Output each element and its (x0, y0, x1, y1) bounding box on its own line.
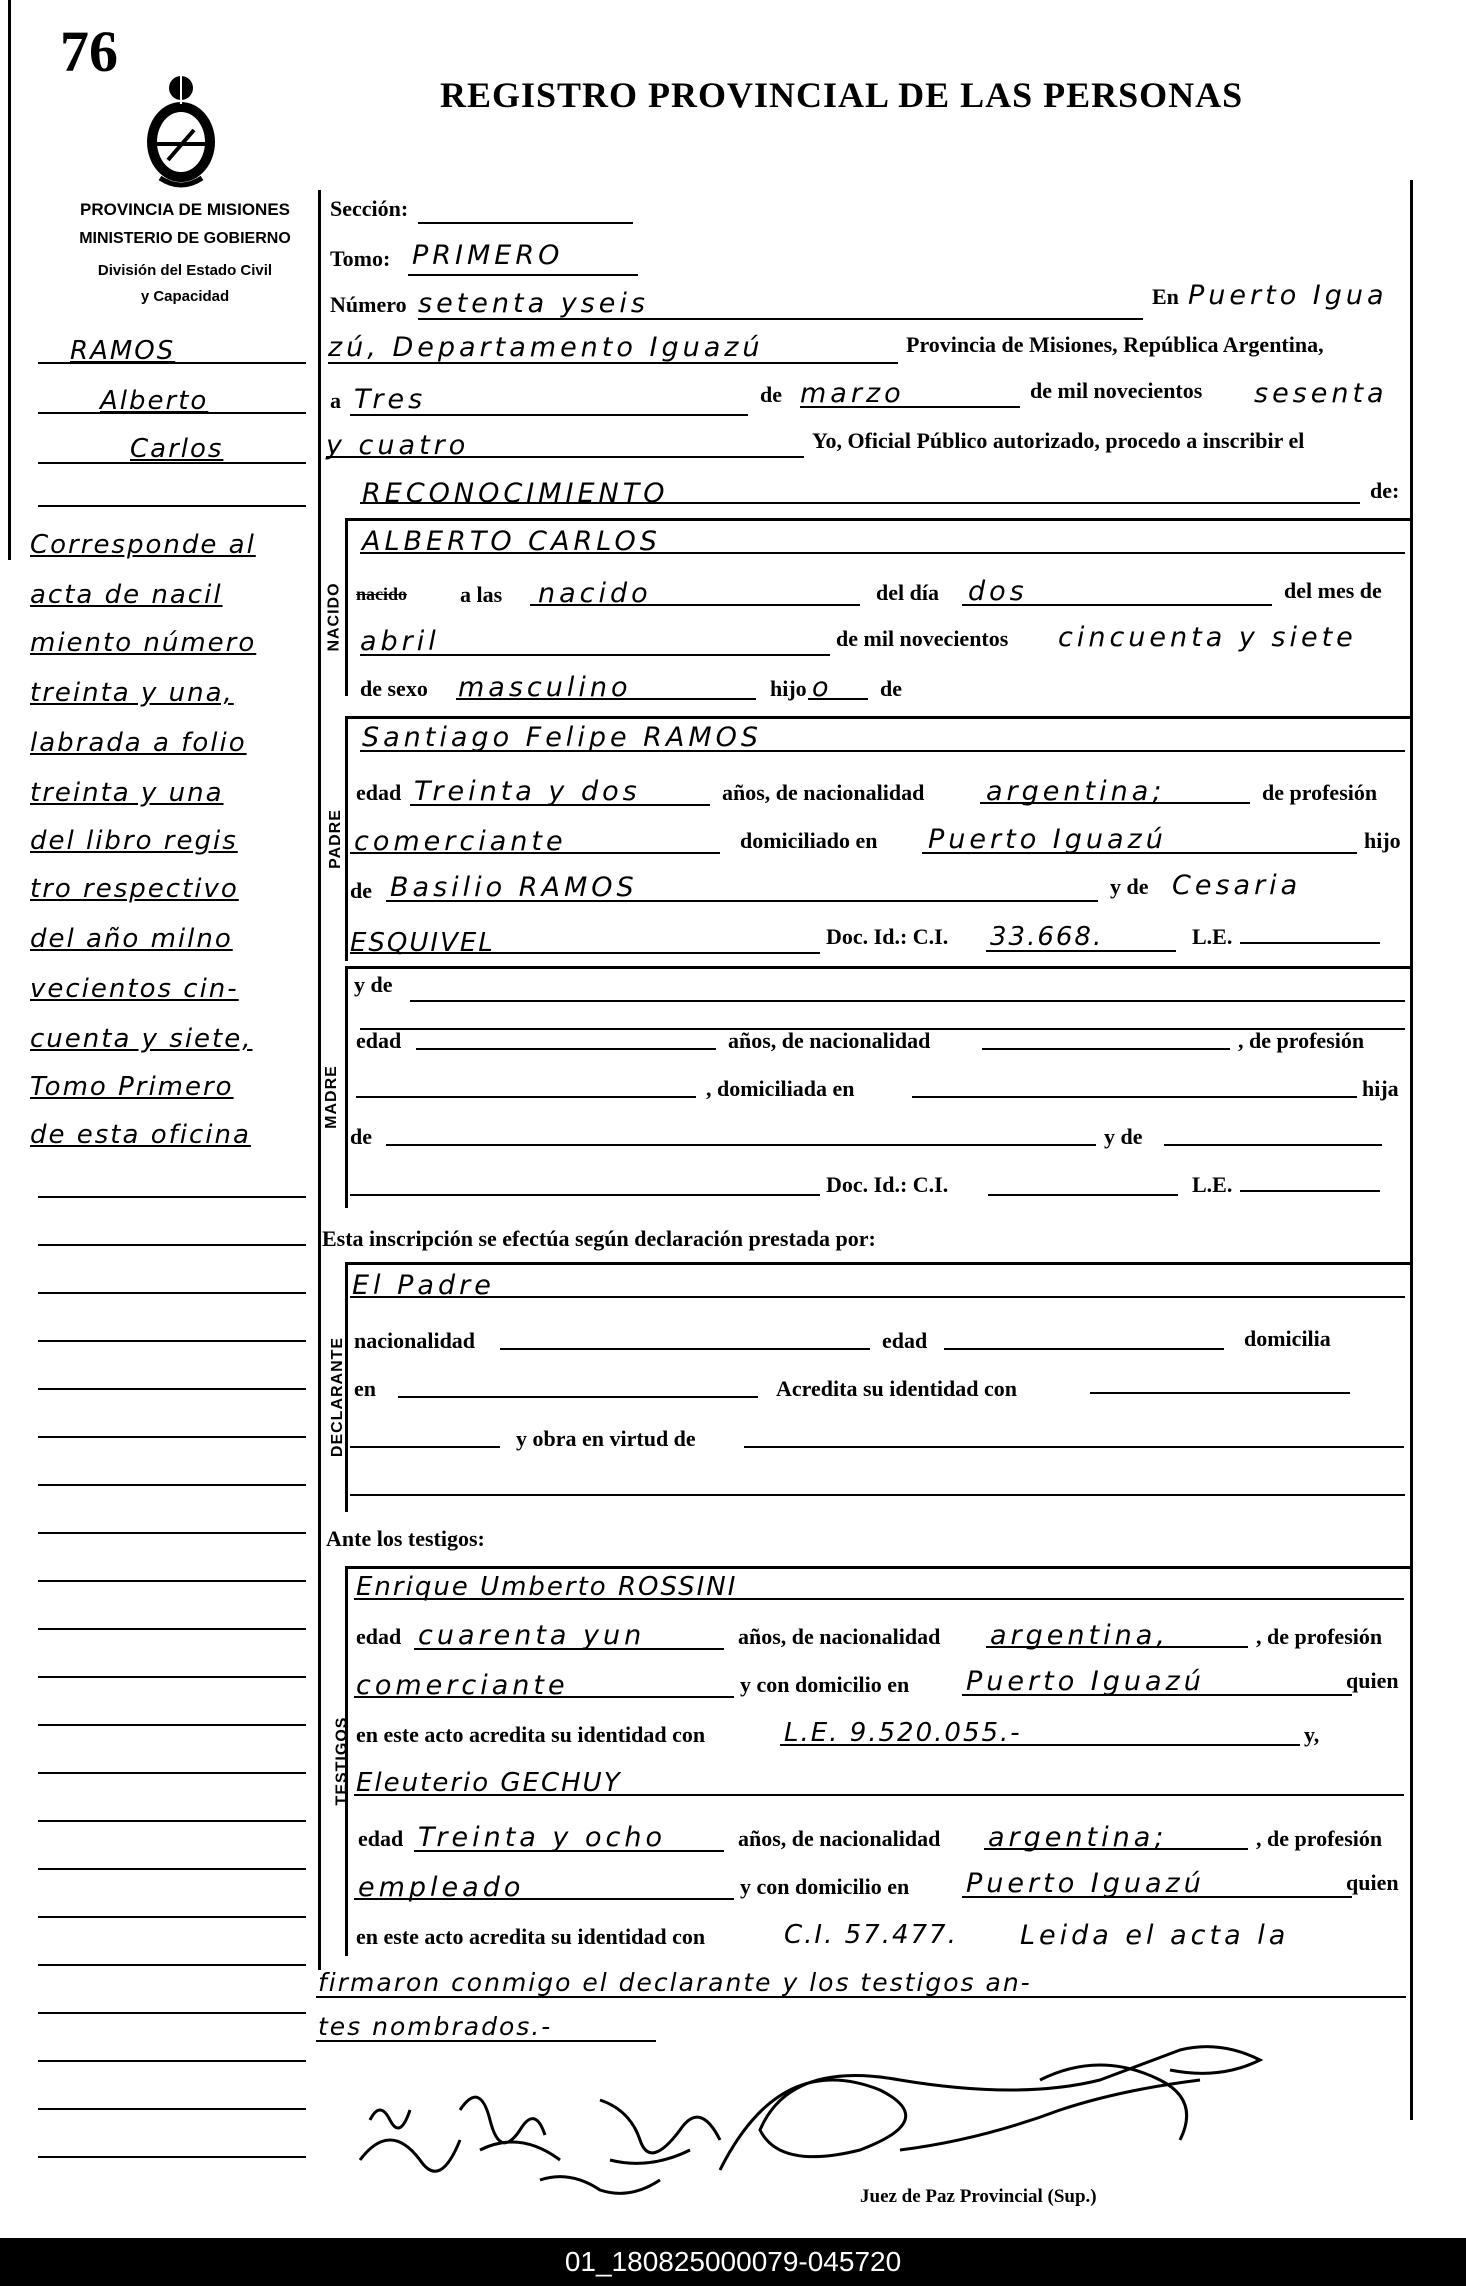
madre-prof-field[interactable] (356, 1096, 696, 1098)
anio-value: sesenta (1254, 378, 1388, 409)
en-value-cont: zú, Departamento Iguazú (328, 332, 764, 363)
declarante-obra-field-2[interactable] (350, 1494, 1405, 1496)
dia-nac-field[interactable] (962, 604, 1272, 606)
org-ministry: MINISTERIO DE GOBIERNO (79, 230, 291, 247)
testigo2-prof-label: , de profesión (1256, 1826, 1383, 1851)
madre-nac-label: años, de nacionalidad (728, 1028, 931, 1053)
nacido-section-label: NACIDO (325, 582, 343, 652)
closing-line-1: Leida el acta la (1020, 1920, 1290, 1951)
tomo-field[interactable] (408, 274, 638, 276)
org-capacidad: y Capacidad (140, 288, 230, 305)
closing-line-2-rule (316, 1996, 1406, 1998)
declarante-edad-field[interactable] (944, 1348, 1224, 1350)
declarante-en-label: en (354, 1376, 376, 1401)
padre-nac-field[interactable] (980, 802, 1250, 804)
del-mes-label: del mes de (1284, 578, 1382, 603)
signatures (340, 2040, 1360, 2220)
margin-note-line: treinta y una, (30, 678, 234, 708)
declarante-acredita-label: Acredita su identidad con (776, 1376, 1018, 1401)
declarante-nac-label: nacionalidad (354, 1328, 476, 1353)
sexo-field[interactable] (456, 698, 756, 700)
testigos-section-label: TESTIGOS (333, 1716, 351, 1806)
testigo1-edad-label: edad (356, 1624, 402, 1649)
numero-label: Número (330, 292, 407, 317)
testigo1-prof-value: comerciante (356, 1670, 569, 1701)
testigo2-edad-value: Treinta y ocho (418, 1822, 666, 1853)
declarante-intro: Esta inscripción se efectúa según declaración prestada por: (322, 1226, 876, 1251)
declarante-name: El Padre (352, 1270, 495, 1301)
declarante-top-border (345, 1262, 1410, 1265)
en-field[interactable] (328, 362, 898, 364)
form-right-border (1410, 180, 1413, 2120)
madre-doc-label: Doc. Id.: C.I. (826, 1172, 949, 1197)
testigo1-acredita-label: en este acto acredita su identidad con (356, 1722, 706, 1747)
testigo2-doc-value: C.I. 57.477. (784, 1920, 958, 1950)
padre-le-field[interactable] (1240, 942, 1380, 944)
margin-line (38, 462, 306, 464)
testigo2-name: Eleuterio GECHUY (356, 1768, 622, 1798)
padre-prof-value: comerciante (354, 826, 567, 857)
padre-edad-field[interactable] (410, 804, 710, 806)
anio-value-cont: y cuatro (326, 430, 470, 461)
padre-dom-value: Puerto Iguazú (928, 824, 1167, 855)
page-number: 76 (60, 19, 118, 84)
padre-name: Santiago Felipe RAMOS (362, 722, 763, 753)
margin-note-line: Tomo Primero (30, 1072, 234, 1102)
padre-prof-field[interactable] (350, 852, 720, 854)
testigo2-prof-field[interactable] (354, 1898, 734, 1900)
document-id-footer: 01_180825000079-045720 (0, 2238, 1466, 2286)
declarante-edad-label: edad (882, 1328, 928, 1353)
padre-nac-label: años, de nacionalidad (722, 780, 925, 805)
padre-doc-label: Doc. Id.: C.I. (826, 924, 949, 949)
madre-dom-label: , domiciliada en (706, 1076, 855, 1101)
form-left-border (318, 190, 321, 1970)
hijo-value: o (812, 672, 833, 703)
testigo1-y: y, (1304, 1722, 1320, 1747)
seccion-field[interactable] (418, 222, 633, 224)
dia-field[interactable] (350, 414, 748, 416)
margin-note-line: acta de nacil (30, 580, 223, 610)
margin-line (38, 362, 306, 364)
en-value: Puerto Igua (1188, 280, 1388, 311)
padre-top-border (345, 716, 1410, 719)
testigo2-dom-label: y con domicilio en (740, 1874, 910, 1899)
madre-nac-field[interactable] (982, 1048, 1230, 1050)
testigo2-acredita-label: en este acto acredita su identidad con (356, 1924, 706, 1949)
declarante-name-field[interactable] (350, 1296, 1405, 1298)
tomo-value: PRIMERO (412, 240, 564, 271)
madre-prof-label: , de profesión (1238, 1028, 1365, 1053)
declarante-dom-label: domicilia (1244, 1326, 1331, 1351)
margin-note-line: de esta oficina (30, 1120, 251, 1150)
document-title: REGISTRO PROVINCIAL DE LAS PERSONAS (440, 75, 1244, 115)
sexo-value: masculino (458, 672, 632, 703)
padre-doc-value: 33.668. (990, 922, 1104, 952)
padre-hijo-label: hijo (1364, 828, 1401, 853)
madre-hija-label: hija (1362, 1076, 1399, 1101)
testigo1-prof-field[interactable] (354, 1696, 734, 1698)
testigo2-nac-value: argentina; (988, 1822, 1168, 1853)
madre-extra-field[interactable] (350, 1194, 820, 1196)
padre-le-label: L.E. (1192, 924, 1233, 949)
de-label-nac: de (880, 676, 902, 701)
dia-nac-value: dos (968, 576, 1028, 607)
testigo2-name-field[interactable] (354, 1794, 1404, 1796)
de-label: de (760, 382, 782, 407)
nacido-left-border (345, 518, 348, 696)
abuelo-field[interactable] (386, 900, 1098, 902)
testigo2-edad-label: edad (358, 1826, 404, 1851)
madre-top-border (345, 966, 1410, 969)
closing-line-2: firmaron conmigo el declarante y los testigos an- (318, 1968, 1032, 1997)
padre-name-field[interactable] (360, 750, 1405, 752)
abuela-value-cont: ESQUIVEL (350, 928, 495, 958)
madre-edad-field[interactable] (416, 1048, 716, 1050)
mes-field[interactable] (800, 406, 1020, 408)
nacido-top-border (345, 518, 1410, 521)
tomo-label: Tomo: (330, 246, 391, 271)
declarante-obra-label: y obra en virtud de (516, 1426, 696, 1451)
madre-padre-field[interactable] (386, 1144, 1096, 1146)
abuela-value: Cesaria (1172, 870, 1302, 901)
madre-left-border (345, 966, 348, 1208)
padre-nac-value: argentina; (986, 776, 1166, 807)
abuelo-value: Basilio RAMOS (390, 872, 638, 903)
testigo2-nac-label: años, de nacionalidad (738, 1826, 941, 1851)
dia-value: Tres (354, 384, 427, 415)
testigo1-prof-label: , de profesión (1256, 1624, 1383, 1649)
org-division: División del Estado Civil (97, 262, 273, 279)
testigos-intro: Ante los testigos: (326, 1526, 485, 1551)
numero-value: setenta yseis (418, 288, 649, 319)
nacido-name: ALBERTO CARLOS (362, 526, 661, 557)
anio-field[interactable] (326, 456, 804, 458)
struck-word: nacido (356, 584, 408, 604)
abuela-field[interactable] (350, 952, 820, 954)
mes-nac-value: abril (360, 626, 440, 657)
testigo1-dom-field[interactable] (962, 1694, 1352, 1696)
testigo2-edad-field[interactable] (414, 1850, 724, 1852)
margin-name2: Carlos (130, 434, 224, 464)
numero-field[interactable] (418, 318, 1143, 320)
testigo1-doc-field[interactable] (780, 1744, 1300, 1746)
binding-line (8, 0, 11, 560)
madre-yde-label: y de (354, 972, 393, 997)
padre-section-label: PADRE (326, 809, 344, 869)
madre-edad-label: edad (356, 1028, 402, 1053)
padre-dom-label: domiciliado en (740, 828, 878, 853)
a-label: a (330, 388, 341, 413)
margin-surname: RAMOS (70, 336, 176, 366)
declarante-acredita-field[interactable] (1090, 1392, 1350, 1394)
sexo-label: de sexo (360, 676, 428, 701)
margin-note-line: treinta y una (30, 778, 224, 808)
org-province: PROVINCIA DE MISIONES (79, 200, 290, 219)
testigo2-prof-value: empleado (358, 1872, 525, 1903)
madre-dom-field[interactable] (912, 1096, 1357, 1098)
testigo1-quien: quien (1346, 1668, 1399, 1693)
margin-note-line: del año milno (30, 924, 233, 954)
seccion-label: Sección: (330, 196, 409, 221)
madre-section-label: MADRE (322, 1065, 340, 1129)
nacido-name-field[interactable] (360, 552, 1405, 554)
testigo1-name: Enrique Umberto ROSSINI (356, 1572, 738, 1602)
acto-field[interactable] (360, 502, 1360, 504)
testigo1-dom-label: y con domicilio en (740, 1672, 910, 1697)
padre-edad-label: edad (356, 780, 402, 805)
padre-dom-field[interactable] (922, 852, 1357, 854)
del-dia-label: del día (876, 580, 939, 605)
madre-yde2-label: y de (1104, 1124, 1143, 1149)
madre-le-field[interactable] (1240, 1190, 1380, 1192)
madre-le-label: L.E. (1192, 1172, 1233, 1197)
declarante-obra-field[interactable] (744, 1446, 1404, 1448)
padre-prof-label: de profesión (1262, 780, 1378, 805)
a-las-label: a las (460, 582, 503, 607)
testigo2-quien: quien (1346, 1870, 1399, 1895)
madre-madre-field[interactable] (1164, 1144, 1382, 1146)
madre-de-label: de (350, 1124, 372, 1149)
declarante-nac-field[interactable] (500, 1348, 870, 1350)
madre-doc-field[interactable] (988, 1194, 1178, 1196)
padre-edad-value: Treinta y dos (414, 776, 641, 807)
margin-note-line: tro respectivo (30, 874, 239, 904)
de-colon: de: (1370, 478, 1400, 503)
yo-text: Yo, Oficial Público autorizado, procedo a inscribir el (812, 428, 1305, 453)
official-stamp: Juez de Paz Provincial (Sup.) (860, 2186, 1097, 2207)
hijo-field[interactable] (808, 698, 868, 700)
hijo-label: hijo (770, 676, 807, 701)
testigo1-dom-value: Puerto Iguazú (966, 1666, 1205, 1697)
margin-note-line: cuenta y siete, (30, 1024, 253, 1054)
testigo1-edad-field[interactable] (414, 1648, 724, 1650)
testigo1-name-field[interactable] (354, 1598, 1404, 1600)
closing-line-3: tes nombrados.- (318, 2012, 553, 2041)
mil-label: de mil novecientos (836, 626, 1009, 651)
testigo2-nac-field[interactable] (984, 1848, 1248, 1850)
coat-of-arms-icon (140, 70, 222, 190)
mes-value: marzo (800, 378, 905, 409)
declarante-acredita-field-2[interactable] (350, 1446, 500, 1448)
testigo1-edad-value: cuarenta yun (418, 1620, 646, 1651)
padre-de-label: de (350, 878, 372, 903)
madre-name-field[interactable] (410, 1000, 1405, 1002)
testigo1-doc-value: L.E. 9.520.055.- (784, 1718, 1022, 1748)
margin-line (38, 412, 306, 414)
padre-doc-field[interactable] (986, 950, 1176, 952)
margin-note-line: del libro regis (30, 826, 238, 856)
testigo2-dom-field[interactable] (962, 1896, 1352, 1898)
margin-note-line: Corresponde al (30, 530, 256, 560)
testigo1-nac-label: años, de nacionalidad (738, 1624, 941, 1649)
anio-label: de mil novecientos (1030, 378, 1203, 403)
testigo1-nac-value: argentina, (990, 1620, 1169, 1651)
testigo1-nac-field[interactable] (986, 1646, 1248, 1648)
provincia-text: Provincia de Misiones, República Argentina, (906, 332, 1324, 357)
anio-nac-value: cincuenta y siete (1058, 622, 1357, 653)
testigos-top-border (345, 1566, 1410, 1569)
en-label: En (1152, 284, 1179, 309)
declarante-en-field[interactable] (398, 1396, 758, 1398)
margin-note-line: vecientos cin- (30, 974, 239, 1004)
margin-note-line: labrada a folio (30, 728, 247, 758)
testigo2-dom-value: Puerto Iguazú (966, 1868, 1205, 1899)
acto-value: RECONOCIMIENTO (362, 478, 669, 509)
declarante-section-label: DECLARANTE (329, 1336, 347, 1458)
margin-note-line: miento número (30, 628, 257, 658)
margin-name1: Alberto (100, 386, 209, 416)
padre-left-border (345, 716, 348, 961)
margin-line (38, 505, 306, 507)
a-las-value: nacido (538, 578, 652, 609)
a-las-field[interactable] (530, 604, 860, 606)
mes-nac-field[interactable] (360, 654, 830, 656)
padre-yde-label: y de (1110, 874, 1149, 899)
